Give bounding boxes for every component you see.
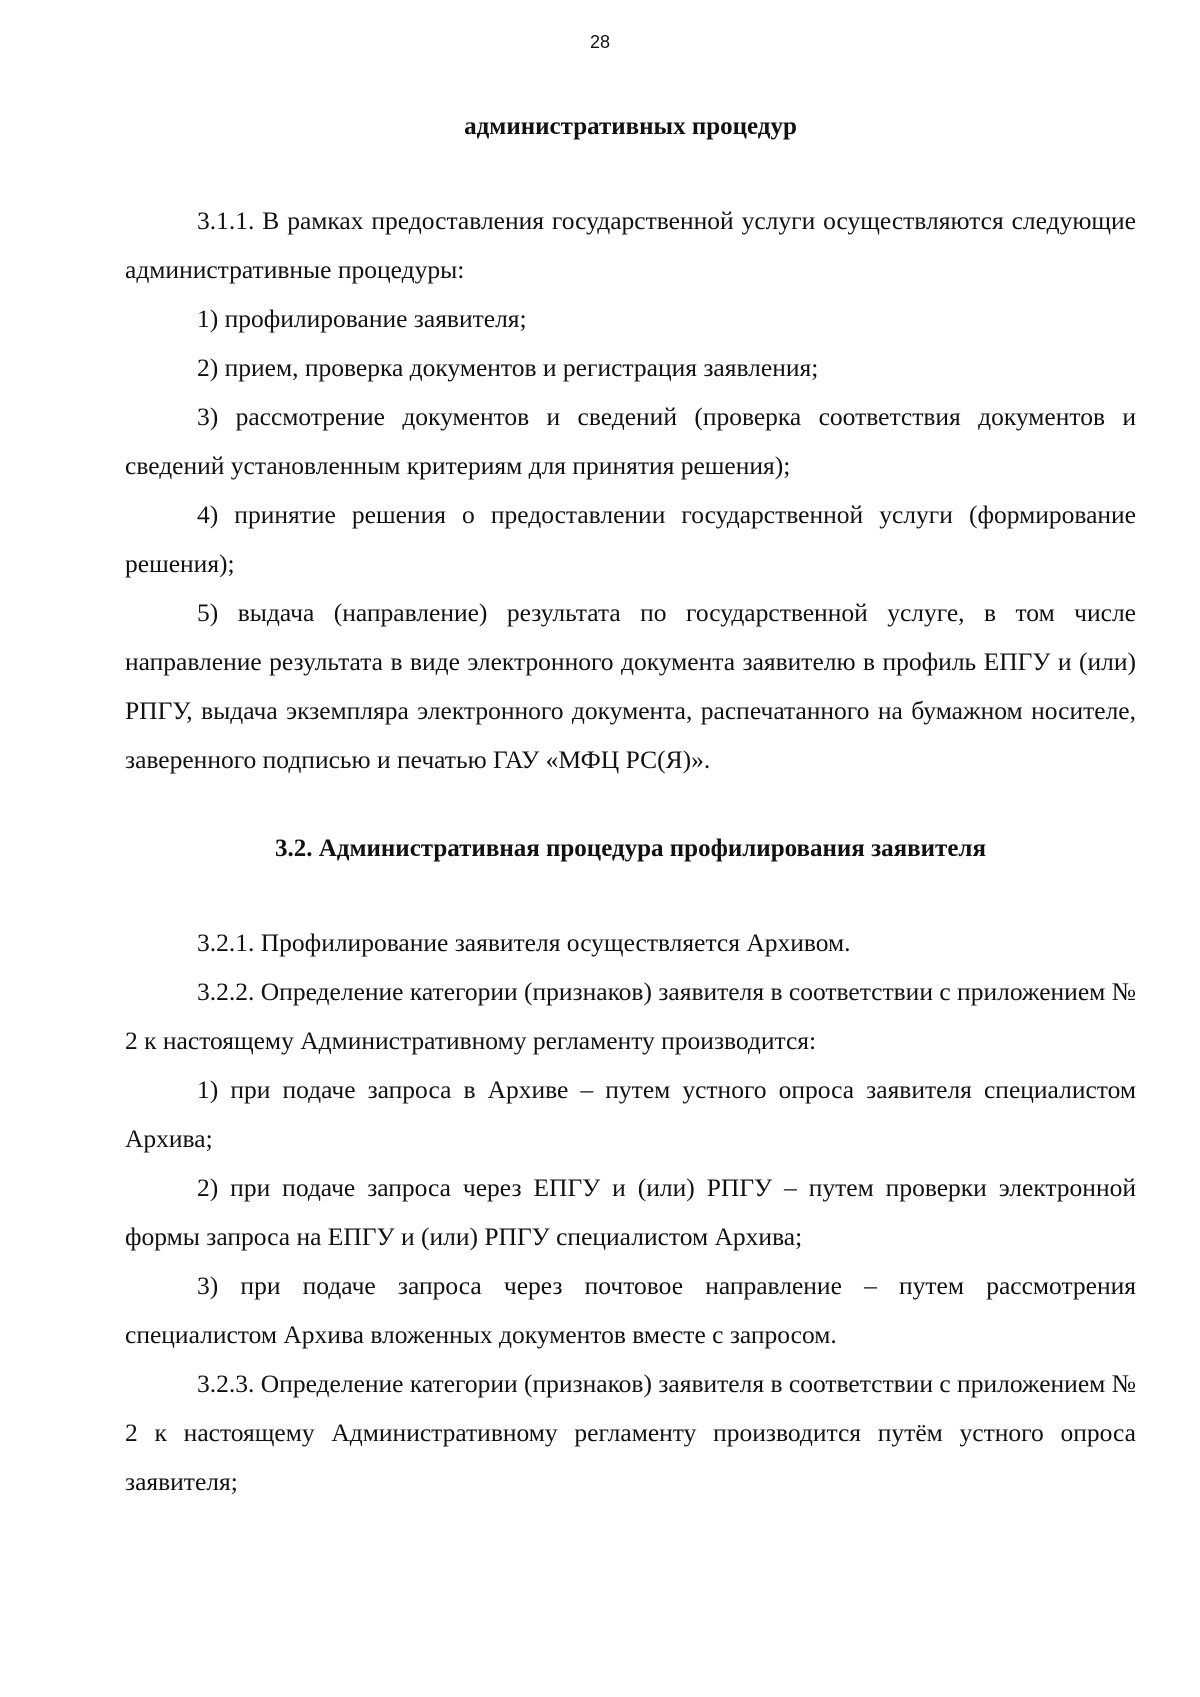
page-content xyxy=(125,106,1136,1506)
list-item: 3) рассмотрение документов и сведений (проверка соответствия документов и сведений установленным критериям для принятия решения); xyxy=(125,402,1136,480)
list-item: 4) принятие решения о предоставлении государственной услуги (формирование решения); xyxy=(125,500,1136,578)
list-item: 1) профилирование заявителя; xyxy=(197,304,527,333)
list-item: 2) прием, проверка документов и регистрация заявления; xyxy=(197,353,819,382)
list-item: 2) при подаче запроса через ЕПГУ и (или) РПГУ – путем проверки электронной формы запроса на ЕПГУ и (или) РПГУ специалистом Архива; xyxy=(125,1173,1136,1251)
section-heading: 3.2. Административная процедура профилирования заявителя xyxy=(275,835,986,862)
paragraph: 3.1.1. В рамках предоставления государственной услуги осуществляются следующие административные процедуры: xyxy=(125,206,1136,284)
paragraph: 3.2.3. Определение категории (признаков) заявителя в соответствии с приложением № 2 к настоящему Административному регламенту производится путём устного опроса заявителя; xyxy=(125,1369,1136,1496)
list-item: 1) при подаче запроса в Архиве – путем устного опроса заявителя специалистом Архива; xyxy=(125,1075,1136,1153)
paragraph: 3.2.2. Определение категории (признаков) заявителя в соответствии с приложением № 2 к настоящему Административному регламенту производится: xyxy=(125,977,1136,1055)
page-number: 28 xyxy=(589,32,611,52)
list-item: 3) при подаче запроса через почтовое направление – путем рассмотрения специалистом Архива вложенных документов вместе с запросом. xyxy=(125,1271,1136,1349)
heading-continuation: административных процедур xyxy=(464,113,797,140)
paragraph: 3.2.1. Профилирование заявителя осуществляется Архивом. xyxy=(197,928,851,957)
list-item: 5) выдача (направление) результата по государственной услуге, в том числе направление результата в виде электронного документа заявителю в профиль ЕПГУ и (или) РПГУ, выдача экземпляра электронного документа, распечатанного на бумажном носителе, заверенного подписью и печатью ГАУ «МФЦ РС(Я)». xyxy=(125,598,1136,774)
